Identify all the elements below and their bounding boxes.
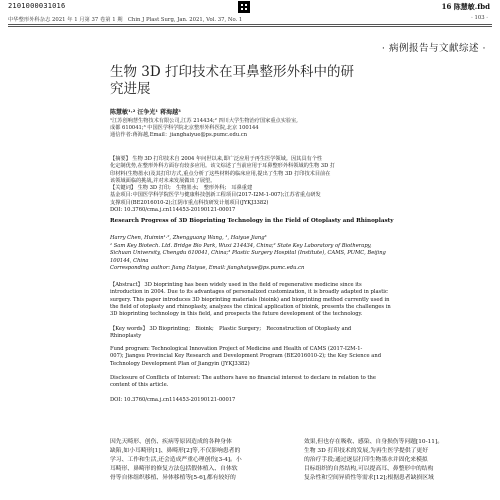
abstract-line: 该领域面临的挑战,并对未来发展做出了展望。	[110, 177, 216, 184]
affiliation-line: ¹ Sam Key Biotech. Ltd. Bridge Bio Park, Wuxi 214434, China;² State Key Laboratory of Biotherapy,	[110, 243, 372, 249]
fund-line: Technology Development Plan of Jiangyin (JYKJ3382)	[110, 360, 250, 367]
body-line: 学习、工作和生活,还会造成严重心理创伤[3-4]。小	[110, 457, 242, 463]
authors-cn: 陈慧敏¹·² 汪争光¹ 蒋海越³	[110, 109, 181, 116]
body-column-right	[304, 438, 492, 483]
body-line: 目标组织的自然结构,可以提高耳、鼻整形中的结构	[304, 466, 434, 472]
fund-en	[110, 346, 410, 368]
abstract-line: 【Abstract】 3D bioprinting has been widely used in the field of regenerative medicine since its	[110, 282, 362, 288]
fund-line: 007); Jiangsu Provincial Key Research and Development Program (BE2016010-2); the Key Science and	[110, 353, 382, 360]
title-line-2: 究进展	[110, 81, 151, 97]
corresponding-author-en: Corresponding author: Jiang Haiyue, Email: jianghaiyue@ps.pumc.edu.cn	[110, 264, 305, 271]
affiliation-line: 成都 610041;³ 中国医学科学院北京整形外科医院,北京 100144	[110, 125, 259, 132]
journal-header: 中华整形外科杂志 2021 年 1 月第 37 卷第 1 期 Chin J Plast Surg, Jan. 2021, Vol. 37, No. 1	[8, 17, 243, 23]
qr-code-icon	[238, 1, 250, 13]
disclosure-en	[110, 375, 410, 390]
title-en: Research Progress of 3D Bioprinting Technology in the Field of Otoplasty and Rhinoplasty	[110, 218, 394, 224]
column-tag: · 病例报告与文献综述 ·	[381, 43, 486, 54]
affiliations-en	[110, 243, 410, 272]
affiliation-line: 100144, China	[110, 257, 149, 264]
abstract-line: 【摘要】 生物 3D 打印技术自 2004 年问世以来,即广泛应用于再生医学领域。因其具有个性	[110, 156, 323, 162]
body-line: 生物 3D 打印技术的发展,为再生医学提供了更好	[304, 448, 429, 454]
header-rule-2	[8, 26, 492, 27]
keywords-en	[110, 326, 410, 341]
body-line: 的治疗手段;通过逐层打印生物墨水并固化来模拟	[304, 457, 428, 463]
abstract-line: surgery. This paper introduces 3D bioprinting materials (bioink) and bioprinting method currently used in	[110, 296, 390, 303]
fund-line: 支撑项目(BE2016010-2);江阴市重点科技研发计划项目(JYKJ3382)	[110, 199, 269, 206]
disclosure-line: Disclosure of Conflicts of Interest: The authors have no financial interest to declare in relation to the	[110, 375, 376, 381]
corresponding-author-cn: 通信作者:蒋海越,Email：jianghaiyue@ps.pumc.edu.cn	[110, 132, 248, 139]
body-line: 骨等自体组织移植、异体移植等[5-6],都有较好的	[110, 475, 236, 481]
body-line: 缺陷,如小耳畸形[1]、鼻畸形[2]等,不仅影响患者的	[110, 448, 241, 454]
article-title	[110, 64, 410, 98]
affiliation-line: ¹江苏创响慧生物技术有限公司,江苏 214434;² 四川大学生物治疗国家重点实验室,	[110, 118, 298, 124]
abstract-line: 3D bioprinting technology in this field, and prospects the future development of the technology.	[110, 311, 363, 318]
keywords-line: 【Key words】 3D Bioprinting; Bioink; Plastic Surgery; Reconstruction of Otoplasty and	[110, 326, 352, 332]
title-line-1: 生物 3D 打印技术在耳鼻整形外科中的研	[110, 64, 354, 80]
fund-line: 基金项目:中国医学科学院医学与健康科技创新工程项目(2017-I2M-1-007);江苏省重点研发	[110, 192, 321, 199]
file-name: 16 陈慧敏.fbd	[441, 2, 490, 11]
abstract-en	[110, 282, 410, 318]
abstract-cn	[110, 156, 410, 214]
body-line: 复杂性和空间异质性等需求[12];根据患者缺损区域	[304, 475, 434, 481]
abstract-line: 印材料(生物墨水)及其打印方式,重点分析了这些材料的临床应用,提出了生物 3D 打印技术目前在	[110, 170, 331, 177]
body-line: 因先天畸形、创伤、疾病等原因造成的各种身体	[110, 439, 232, 445]
authors-en: Harry Chen, Huimin¹·², Zhengguang Wang, ¹, Haiyue Jiang³	[110, 235, 267, 241]
doi-cn: DOI: 10.3760/cma.j.cn114453-20190121-00017	[110, 207, 236, 214]
affiliation-line: Sichuan University, Chengdu 610041, China;³ Plastic Surgery Hospital (Institute), CAMS, PUMC, Beijing	[110, 250, 386, 257]
document-id: 2101000031016	[8, 2, 66, 10]
disclosure-line: content of this article.	[110, 382, 169, 389]
body-line: 效果,但也存在吸收、感染、自身损伤等问题[10-11]。	[304, 439, 444, 445]
affiliations-cn	[110, 118, 410, 140]
fund-line: Fund program: Technological Innovation Project of Medicine and Health of CAMS (2017-I2M-1-	[110, 346, 363, 352]
abstract-line: introduction in 2004. Due to its advantages of personalized customization, it is broadly adapted in plastic	[110, 289, 388, 296]
keywords-cn: 【关键词】 生物 3D 打印; 生物墨水; 整形外科; 耳鼻重建	[110, 185, 253, 192]
page-number: · 103 ·	[471, 15, 488, 21]
doi-en: DOI: 10.3760/cma.j.cn114453-20190121-00017	[110, 397, 236, 403]
abstract-line: 化定制优势,在整形外科方面存有较多应用。该文综述了当前应用于耳鼻整形外科领域的生物 3D 打	[110, 163, 336, 170]
keywords-line: Rhinoplasty	[110, 333, 142, 340]
abstract-line: the field of otoplasty and rhinoplasty, analyzes the clinical application of bioink, presents the challenges in	[110, 303, 391, 310]
header-rule	[8, 24, 492, 25]
body-line: 耳畸形、鼻畸形的修复方法包括假体植入、自体软	[110, 466, 238, 472]
body-column-left	[110, 438, 298, 483]
